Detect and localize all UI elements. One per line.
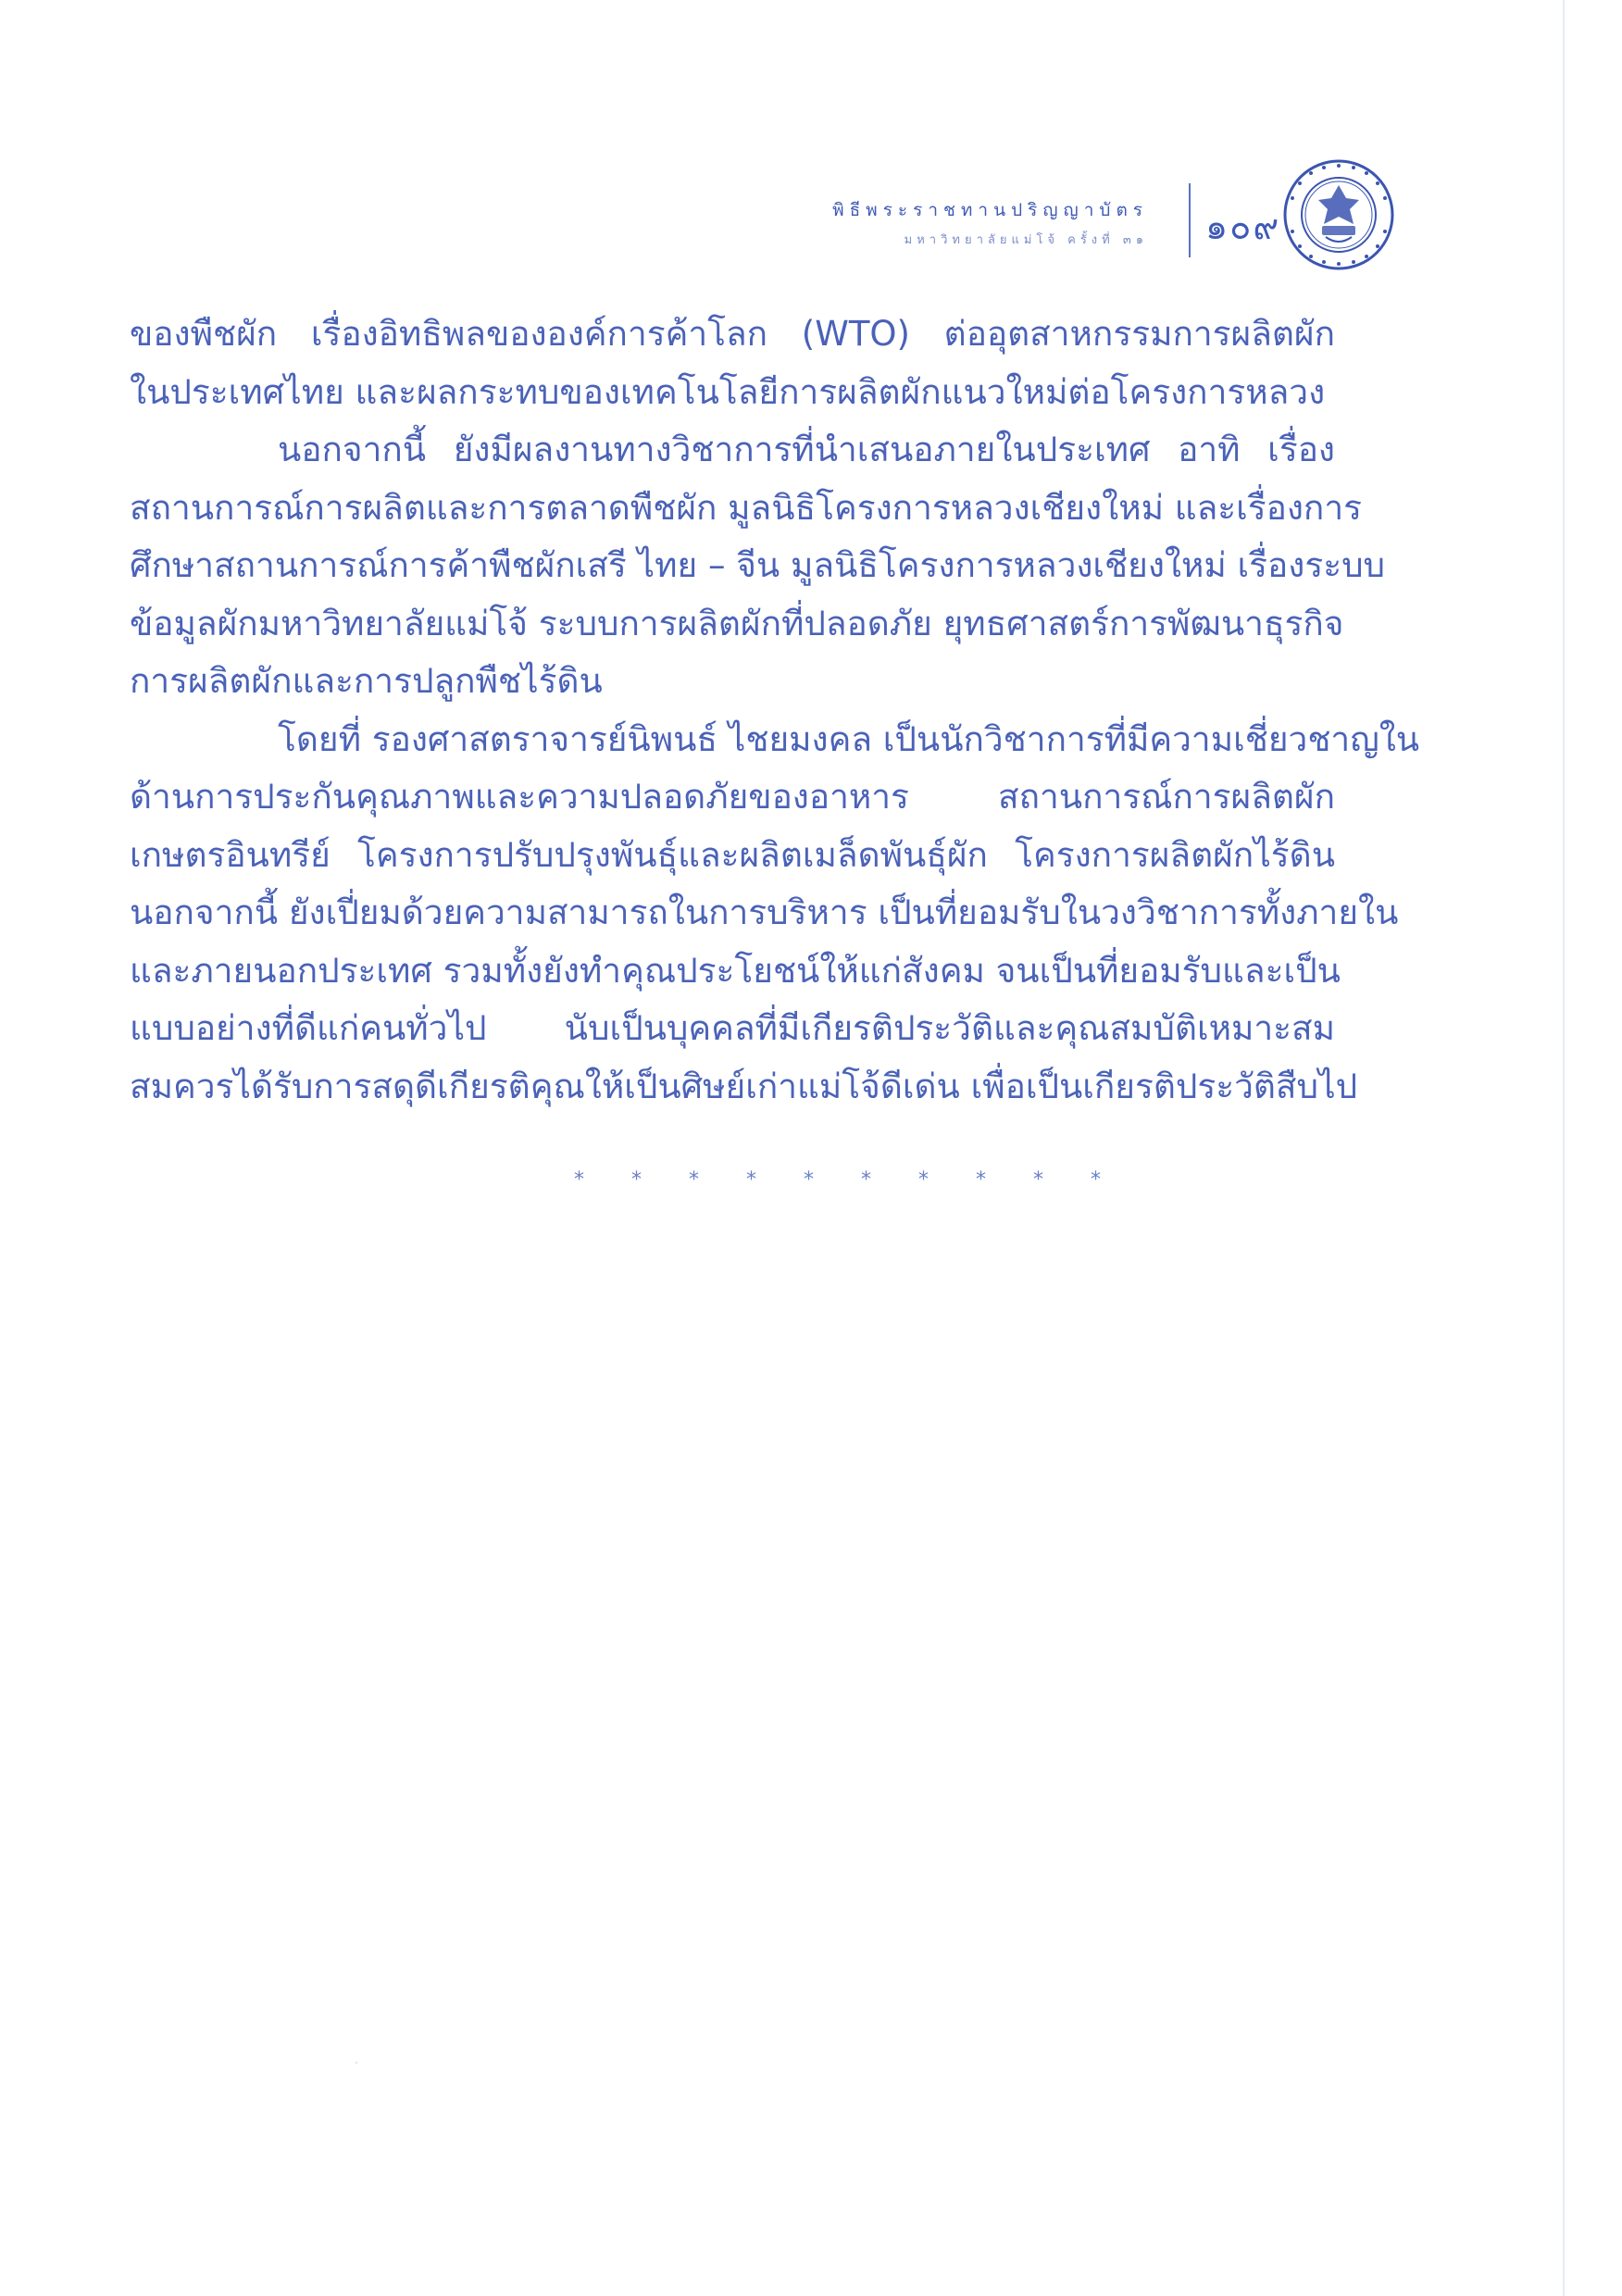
body-line-3: นอกจากนี้ ยังมีผลงานทางวิชาการที่นำเสนอภายในประเทศ อาทิ เรื่อง [278, 430, 1335, 469]
header-divider [1189, 183, 1191, 257]
scan-speck [356, 2062, 357, 2064]
ceremony-title: พิธีพระราชทานปริญญาบัตร [832, 200, 1148, 220]
body-line-12: และภายนอกประเทศ รวมทั้งยังทำคุณประโยชน์ให้แก่สังคม จนเป็นที่ยอมรับและเป็น [130, 950, 1341, 991]
body-line-13: แบบอย่างที่ดีแก่คนทั่วไป นับเป็นบุคคลที่มีเกียรติประวัติและคุณสมบัติเหมาะสม [130, 1008, 1335, 1048]
university-seal-icon [1281, 157, 1396, 272]
body-line-4: สถานการณ์การผลิตและการตลาดพืชผัก มูลนิธิโครงการหลวงเชียงใหม่ และเรื่องการ [130, 487, 1362, 528]
body-line-10: เกษตรอินทรีย์ โครงการปรับปรุงพันธุ์และผลิตเมล็ดพันธุ์ผัก โครงการผลิตผักไร้ดิน [130, 834, 1335, 875]
body-line-9: ด้านการประกันคุณภาพและความปลอดภัยของอาหาร สถานการณ์การผลิตผัก [130, 777, 1335, 817]
section-end-stars: * * * * * * * * * * [574, 1168, 1121, 1192]
body-line-14: สมควรได้รับการสดุดีเกียรติคุณให้เป็นศิษย์เก่าแม่โจ้ดีเด่น เพื่อเป็นเกียรติประวัติสืบไป [130, 1066, 1358, 1106]
body-line-2: ในประเทศไทย และผลกระทบของเทคโนโลยีการผลิตผักแนวใหม่ต่อโครงการหลวง [130, 371, 1326, 412]
body-line-5: ศึกษาสถานการณ์การค้าพืชผักเสรี ไทย – จีน มูลนิธิโครงการหลวงเชียงใหม่ เรื่องระบบ [130, 545, 1386, 585]
header-titles [759, 196, 1148, 249]
page-number: ๑๐๙ [1205, 206, 1281, 247]
body-line-7: การผลิตผักและการปลูกพืชไร้ดิน [130, 661, 603, 701]
page-edge [1563, 0, 1565, 2296]
body-line-8: โดยที่ รองศาสตราจารย์นิพนธ์ ไชยมงคล เป็นนักวิชาการที่มีความเชี่ยวชาญใน [278, 718, 1420, 759]
ceremony-subtitle: มหาวิทยาลัยแม่โจ้ ครั้งที่ ๓๑ [904, 233, 1148, 247]
body-line-1: ของพืชผัก เรื่องอิทธิพลขององค์การค้าโลก (WTO) ต่ออุตสาหกรรมการผลิตผัก [130, 314, 1335, 354]
body-text [130, 306, 1420, 1116]
body-line-11: นอกจากนี้ ยังเปี่ยมด้วยความสามารถในการบริหาร เป็นที่ยอมรับในวงวิชาการทั้งภายใน [130, 892, 1399, 932]
body-line-6: ข้อมูลผักมหาวิทยาลัยแม่โจ้ ระบบการผลิตผักที่ปลอดภัย ยุทธศาสตร์การพัฒนาธุรกิจ [130, 603, 1344, 643]
page-header [832, 157, 1398, 268]
